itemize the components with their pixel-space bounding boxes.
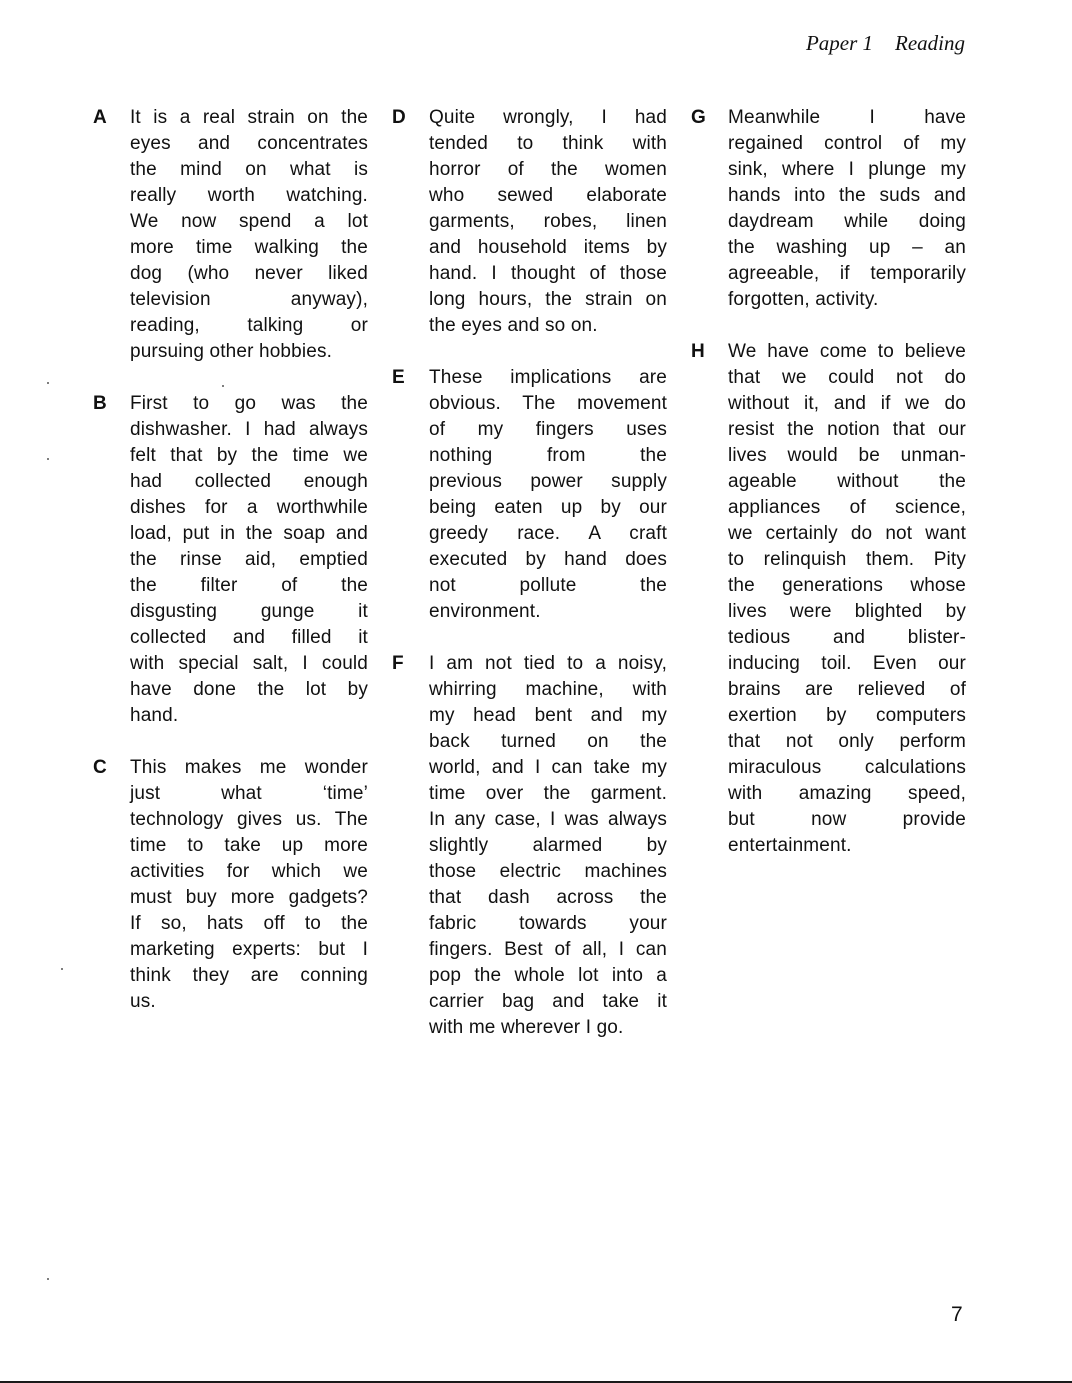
paragraph-f [392,651,667,1041]
text-line: If so, hats off to the [130,913,368,934]
text-line: pursuing other hobbies. [130,341,333,362]
text-line: First to go was the [130,393,368,414]
text-column-2 [392,105,667,1067]
text-line: technology gives us. The [130,809,368,830]
text-line: really worth watching. [130,185,368,206]
text-line: brains are relieved of [728,679,966,700]
running-head-paper: Paper 1 [805,31,874,55]
text-line: In any case, I was always [429,809,667,830]
paragraph-text [429,105,667,339]
paragraph-letter: B [93,393,107,414]
text-line: We now spend a lot [130,211,368,232]
text-line: load, put in the soap and [130,523,368,544]
text-line: with amazing speed, [728,783,966,804]
text-line: must buy more gadgets? [130,887,368,908]
text-line: long hours, the strain on [429,289,667,310]
text-line: resist the notion that our [728,419,966,440]
text-line: back turned on the [429,731,667,752]
text-line: carrier bag and take it [429,991,667,1012]
text-line: I am not tied to a noisy, [429,653,667,674]
paragraph-text [130,755,368,1015]
paragraph-text [130,105,368,365]
text-line: It is a real strain on the [130,107,368,128]
text-line: who sewed elaborate [429,185,667,206]
text-line: disgusting gunge it [130,601,368,622]
text-line: horror of the women [429,159,667,180]
text-line: felt that by the time we [130,445,368,466]
text-line: ageable without the [728,471,966,492]
paragraph-h [691,339,966,859]
text-line: that we could not do [728,367,966,388]
paragraph-letter: C [93,757,107,778]
running-head-section: Reading [895,31,965,55]
paragraph-letter: A [93,107,107,128]
text-line: that not only perform [728,731,966,752]
text-line: fabric towards your [429,913,667,934]
scan-speck [222,385,224,387]
text-line: sink, where I plunge my [728,159,966,180]
scan-speck [61,968,63,970]
text-line: world, and I can take my [429,757,667,778]
text-line: obvious. The movement [429,393,667,414]
text-line: time over the garment. [429,783,667,804]
text-line: of my fingers uses [429,419,667,440]
running-head [806,31,965,56]
text-line: entertainment. [728,835,852,856]
paragraph-letter: D [392,107,406,128]
text-line: the generations whose [728,575,966,596]
text-line: lives were blighted by [728,601,966,622]
text-line: previous power supply [429,471,667,492]
text-line: the eyes and so on. [429,315,598,336]
text-line: activities for which we [130,861,368,882]
text-line: miraculous calculations [728,757,966,778]
text-line: inducing toil. Even our [728,653,966,674]
text-line: being eaten up by our [429,497,667,518]
text-line: but now provide [728,809,966,830]
scan-speck [47,458,49,460]
text-line: hand. [130,705,179,726]
paragraph-letter: G [691,107,706,128]
paragraph-d [392,105,667,339]
text-line: whirring machine, with [429,679,667,700]
text-line: reading, talking or [130,315,368,336]
text-line: eyes and concentrates [130,133,368,154]
text-line: Meanwhile I have [728,107,966,128]
text-line: had collected enough [130,471,368,492]
paragraph-e [392,365,667,625]
text-line: hands into the suds and [728,185,966,206]
text-line: agreeable, if temporarily [728,263,966,284]
text-line: marketing experts: but I [130,939,368,960]
paragraph-text [728,339,966,859]
text-line: the mind on what is [130,159,368,180]
text-column-1 [93,105,368,1041]
text-line: that dash across the [429,887,667,908]
text-line: think they are conning [130,965,368,986]
text-line: not pollute the [429,575,667,596]
paragraph-c [93,755,368,1015]
text-line: environment. [429,601,541,622]
paragraph-letter: H [691,341,705,362]
text-line: the filter of the [130,575,368,596]
text-line: with me wherever I go. [429,1017,624,1038]
scan-speck [47,382,49,384]
page-number: 7 [951,1303,963,1326]
text-line: pop the whole lot into a [429,965,667,986]
scan-speck [47,1278,49,1280]
text-line: those electric machines [429,861,667,882]
text-line: with special salt, I could [130,653,368,674]
text-line: time to take up more [130,835,368,856]
text-line: my head bent and my [429,705,667,726]
text-line: Quite wrongly, I had [429,107,667,128]
paragraph-g [691,105,966,313]
text-line: lives would be unman- [728,445,966,466]
text-line: This makes me wonder [130,757,368,778]
text-line: These implications are [429,367,667,388]
text-line: us. [130,991,156,1012]
text-line: have done the lot by [130,679,368,700]
text-line: daydream while doing [728,211,966,232]
text-line: greedy race. A craft [429,523,667,544]
text-line: without it, and if we do [728,393,966,414]
text-line: We have come to believe [728,341,966,362]
paragraph-a [93,105,368,365]
text-line: regained control of my [728,133,966,154]
text-line: dog (who never liked [130,263,368,284]
text-line: dishwasher. I had always [130,419,368,440]
text-line: and household items by [429,237,667,258]
text-line: hand. I thought of those [429,263,667,284]
text-line: tedious and blister- [728,627,966,648]
text-line: garments, robes, linen [429,211,667,232]
text-line: nothing from the [429,445,667,466]
text-line: collected and filled it [130,627,368,648]
text-line: the rinse aid, emptied [130,549,368,570]
paragraph-b [93,391,368,729]
text-line: slightly alarmed by [429,835,667,856]
paragraph-letter: F [392,653,404,674]
text-line: dishes for a worthwhile [130,497,368,518]
paragraph-text [728,105,966,313]
text-line: more time walking the [130,237,368,258]
text-line: television anyway), [130,289,368,310]
text-line: executed by hand does [429,549,667,570]
text-line: just what ‘time’ [130,783,368,804]
text-column-3 [691,105,966,885]
text-line: forgotten, activity. [728,289,879,310]
text-line: tended to think with [429,133,667,154]
text-line: fingers. Best of all, I can [429,939,667,960]
text-line: to relinquish them. Pity [728,549,966,570]
text-line: appliances of science, [728,497,966,518]
paragraph-letter: E [392,367,405,388]
paragraph-text [429,651,667,1041]
text-line: the washing up – an [728,237,966,258]
paragraph-text [429,365,667,625]
paragraph-text [130,391,368,729]
text-line: we certainly do not want [728,523,966,544]
text-line: exertion by computers [728,705,966,726]
